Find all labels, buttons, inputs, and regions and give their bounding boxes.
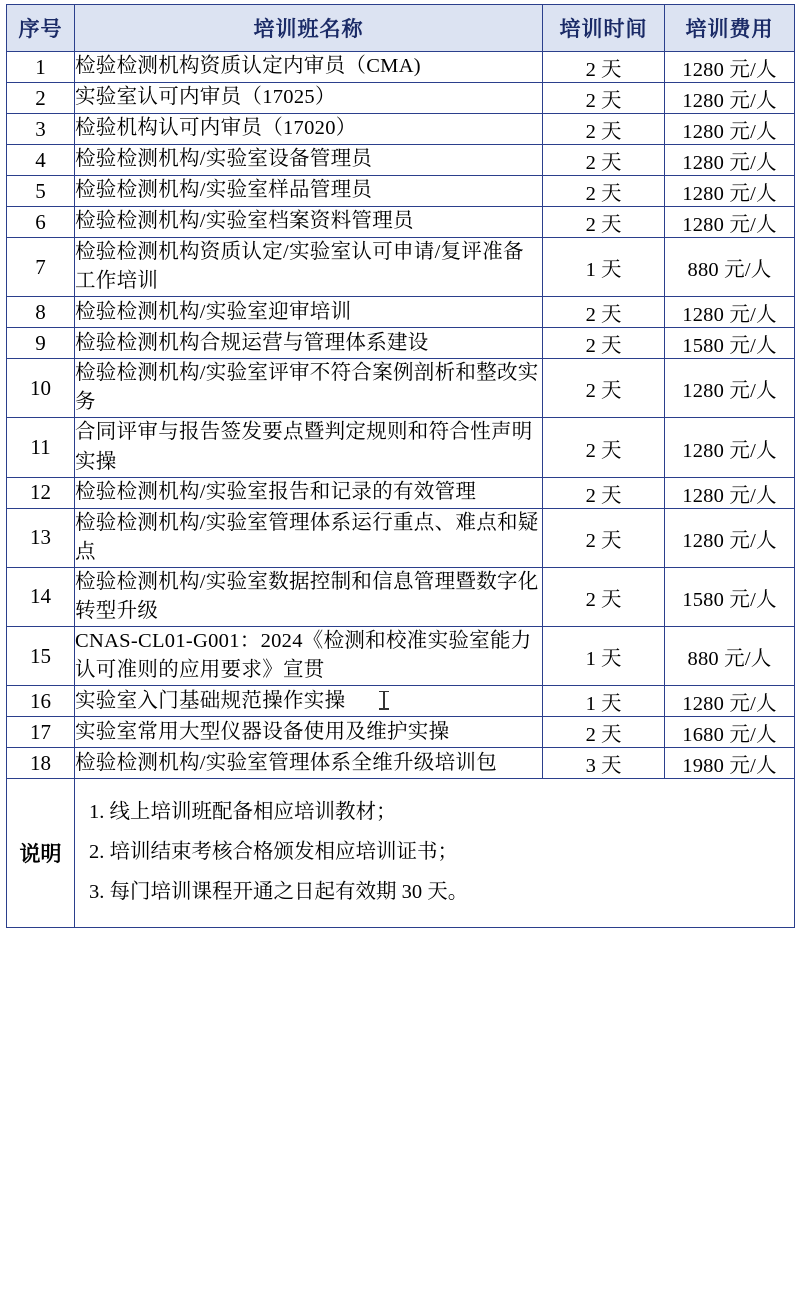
cell-duration: 2 天 <box>543 418 665 477</box>
cell-fee: 1280 元/人 <box>665 359 795 418</box>
table-row <box>7 297 795 328</box>
table-row <box>7 145 795 176</box>
table-row <box>7 359 795 418</box>
table-header-row <box>7 5 795 52</box>
table-row <box>7 418 795 477</box>
table-row <box>7 748 795 779</box>
note-line: 3. 每门培训课程开通之日起有效期 30 天。 <box>89 881 469 904</box>
cell-index: 13 <box>7 508 75 567</box>
table-row <box>7 238 795 297</box>
table-row <box>7 686 795 717</box>
cell-index: 15 <box>7 627 75 686</box>
cell-fee: 1280 元/人 <box>665 508 795 567</box>
cell-index: 11 <box>7 418 75 477</box>
table-header <box>7 5 795 52</box>
cell-duration: 2 天 <box>543 477 665 508</box>
cell-duration: 1 天 <box>543 686 665 717</box>
cell-fee: 1280 元/人 <box>665 52 795 83</box>
training-course-table <box>6 4 795 928</box>
cell-index: 18 <box>7 748 75 779</box>
cell-duration: 1 天 <box>543 238 665 297</box>
cell-duration: 2 天 <box>543 359 665 418</box>
cell-duration: 2 天 <box>543 83 665 114</box>
cell-name: 检验检测机构/实验室设备管理员 <box>75 145 543 176</box>
cell-fee: 1280 元/人 <box>665 686 795 717</box>
note-line: 1. 线上培训班配备相应培训教材； <box>89 801 397 824</box>
cell-index: 10 <box>7 359 75 418</box>
cell-duration: 2 天 <box>543 176 665 207</box>
cell-index: 1 <box>7 52 75 83</box>
table-row <box>7 176 795 207</box>
column-header-name: 培训班名称 <box>75 5 543 52</box>
cell-duration: 2 天 <box>543 207 665 238</box>
cell-name: 检验检测机构资质认定内审员（CMA) <box>75 52 543 83</box>
cell-index: 12 <box>7 477 75 508</box>
cell-index: 7 <box>7 238 75 297</box>
cell-name: 检验检测机构/实验室迎审培训 <box>75 297 543 328</box>
cell-name: CNAS-CL01-G001：2024《检测和校准实验室能力认可准则的应用要求》宣贯 <box>75 627 543 686</box>
cell-index: 5 <box>7 176 75 207</box>
cell-name-text: 实验室入门基础规范操作实操 <box>75 689 346 712</box>
cell-index: 6 <box>7 207 75 238</box>
cell-duration: 1 天 <box>543 627 665 686</box>
cell-fee: 880 元/人 <box>665 238 795 297</box>
cell-name: 检验检测机构/实验室数据控制和信息管理暨数字化转型升级 <box>75 567 543 626</box>
cell-duration: 2 天 <box>543 145 665 176</box>
cell-name: 检验机构认可内审员（17020） <box>75 114 543 145</box>
note-body <box>75 779 795 928</box>
table-body <box>7 52 795 928</box>
cell-fee: 1980 元/人 <box>665 748 795 779</box>
cell-name: 检验检测机构/实验室管理体系运行重点、难点和疑点 <box>75 508 543 567</box>
cell-name: 检验检测机构/实验室管理体系全维升级培训包 <box>75 748 543 779</box>
cell-name: 检验检测机构/实验室报告和记录的有效管理 <box>75 477 543 508</box>
cell-name: 实验室认可内审员（17025） <box>75 83 543 114</box>
cell-duration: 2 天 <box>543 508 665 567</box>
table-row <box>7 83 795 114</box>
cell-fee: 1280 元/人 <box>665 477 795 508</box>
cell-index: 4 <box>7 145 75 176</box>
note-line: 2. 培训结束考核合格颁发相应培训证书； <box>89 841 458 864</box>
cell-index: 14 <box>7 567 75 626</box>
cell-name: 检验检测机构合规运营与管理体系建设 <box>75 328 543 359</box>
cell-fee: 1580 元/人 <box>665 567 795 626</box>
cell-fee: 880 元/人 <box>665 627 795 686</box>
cell-fee: 1280 元/人 <box>665 297 795 328</box>
cell-fee: 1580 元/人 <box>665 328 795 359</box>
cell-fee: 1280 元/人 <box>665 145 795 176</box>
column-header-index: 序号 <box>7 5 75 52</box>
cell-index: 16 <box>7 686 75 717</box>
cell-name: 合同评审与报告签发要点暨判定规则和符合性声明实操 <box>75 418 543 477</box>
cell-duration: 2 天 <box>543 717 665 748</box>
cell-duration: 2 天 <box>543 114 665 145</box>
cell-duration: 2 天 <box>543 52 665 83</box>
table-row <box>7 328 795 359</box>
cell-duration: 2 天 <box>543 297 665 328</box>
table-row <box>7 567 795 626</box>
column-header-duration: 培训时间 <box>543 5 665 52</box>
cell-duration: 2 天 <box>543 567 665 626</box>
cell-index: 9 <box>7 328 75 359</box>
table-row <box>7 114 795 145</box>
table-row <box>7 52 795 83</box>
table-row <box>7 477 795 508</box>
cell-fee: 1280 元/人 <box>665 114 795 145</box>
cell-name: 实验室常用大型仪器设备使用及维护实操 <box>75 717 543 748</box>
table-note-row <box>7 779 795 928</box>
cell-fee: 1280 元/人 <box>665 83 795 114</box>
cell-index: 2 <box>7 83 75 114</box>
column-header-fee: 培训费用 <box>665 5 795 52</box>
cell-fee: 1280 元/人 <box>665 207 795 238</box>
note-label: 说明 <box>7 779 75 928</box>
text-cursor-icon <box>383 691 385 710</box>
cell-index: 8 <box>7 297 75 328</box>
table-row <box>7 508 795 567</box>
cell-name: 检验检测机构/实验室档案资料管理员 <box>75 207 543 238</box>
cell-fee: 1680 元/人 <box>665 717 795 748</box>
cell-name <box>75 686 543 717</box>
cell-duration: 3 天 <box>543 748 665 779</box>
cell-name: 检验检测机构资质认定/实验室认可申请/复评准备工作培训 <box>75 238 543 297</box>
cell-name: 检验检测机构/实验室评审不符合案例剖析和整改实务 <box>75 359 543 418</box>
cell-fee: 1280 元/人 <box>665 418 795 477</box>
cell-index: 17 <box>7 717 75 748</box>
cell-fee: 1280 元/人 <box>665 176 795 207</box>
cell-index: 3 <box>7 114 75 145</box>
table-row <box>7 717 795 748</box>
table-row <box>7 627 795 686</box>
table-row <box>7 207 795 238</box>
cell-name: 检验检测机构/实验室样品管理员 <box>75 176 543 207</box>
cell-duration: 2 天 <box>543 328 665 359</box>
